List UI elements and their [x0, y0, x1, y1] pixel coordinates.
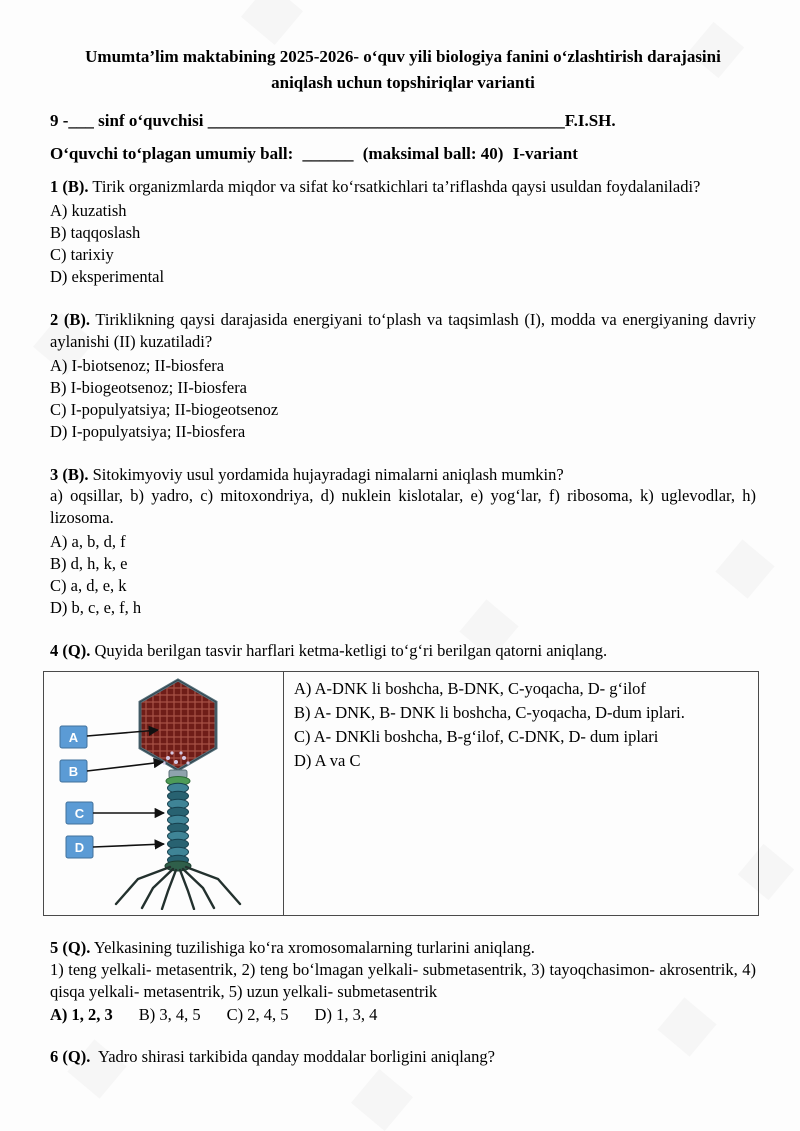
option-line: D) 1, 3, 4 — [314, 1004, 378, 1024]
student-name-line — [50, 110, 756, 132]
question-2-options — [50, 355, 756, 443]
question-3-number: 3 (B). — [50, 464, 89, 484]
question-1-number: 1 (B). — [50, 177, 89, 197]
option-line: D) b, c, e, f, h — [50, 598, 142, 618]
option-line: C) I-populyatsiya; II-biogeotsenoz — [50, 399, 279, 419]
phage-arrow-d — [93, 844, 164, 847]
question-3-items: a) oqsillar, b) yadro, c) mitoxondriya, d) nuklein kislotalar, e) yog‘lar, f) ribosoma, k) uglevodlar, h) lizosoma. — [50, 486, 756, 528]
question-1 — [50, 176, 756, 288]
name-blank-underline: __________________________________________ — [207, 111, 565, 130]
question-3-text: 3 (B). Sitokimyoviy usul yordamida hujayradagi nimalarni aniqlash mumkin? — [50, 464, 564, 484]
score-line — [50, 143, 756, 165]
phage-label-b: B — [68, 764, 79, 779]
question-3 — [50, 464, 756, 620]
question-5-options — [50, 1005, 756, 1025]
question-4-options — [284, 672, 759, 916]
option-line: A) A-DNK li boshcha, B-DNK, C-yoqacha, D- g‘ilof — [294, 679, 646, 698]
question-6 — [50, 1046, 756, 1068]
question-2-text: 2 (B). Tiriklikning qaysi darajasida energiyani to‘plash va taqsimlash (I), modda va energiyaning davriy aylanishi (II) kuzatiladi? — [50, 309, 756, 351]
phage-tail-fibers — [116, 867, 240, 909]
option-line: A) 1, 2, 3 — [50, 1004, 113, 1024]
score-label: O‘quvchi to‘plagan umumiy ball: — [50, 144, 294, 164]
question-4 — [50, 640, 756, 916]
question-2-number: 2 (B). — [50, 309, 91, 329]
question-5-number: 5 (Q). — [50, 938, 91, 957]
fish-label: F.I.SH. — [564, 111, 616, 130]
option-line: B) A- DNK, B- DNK li boshcha, C-yoqacha, D-dum iplari. — [294, 702, 685, 722]
question-4-table — [43, 671, 759, 916]
option-line: B) taqqoslash — [50, 223, 141, 243]
phage-label-d: D — [74, 840, 85, 855]
class-prefix: 9 -___ sinf o‘quvchisi — [50, 111, 204, 130]
question-5 — [50, 937, 756, 1025]
option-line: B) I-biogeotsenoz; II-biosfera — [50, 377, 248, 397]
bacteriophage-figure — [48, 674, 280, 910]
max-score-label: (maksimal ball: 40) — [362, 144, 504, 164]
option-line: C) A- DNKli boshcha, B-g‘ilof, C-DNK, D- dum iplari — [294, 726, 659, 746]
variant-label: I-variant — [512, 144, 578, 164]
phage-label-a: A — [68, 730, 79, 745]
question-5-text: 5 (Q). Yelkasining tuzilishiga ko‘ra xromosomalarning turlarini aniqlang. — [50, 938, 535, 957]
option-line: C) 2, 4, 5 — [226, 1004, 289, 1024]
phage-arrow-b — [87, 762, 163, 771]
option-line: A) a, b, d, f — [50, 532, 126, 552]
watermark — [351, 1069, 413, 1131]
phage-tail — [165, 770, 191, 871]
question-1-text: 1 (B). Tirik organizmlarda miqdor va sifat ko‘rsatkichlari ta’riflashda qaysi usuldan foydalaniladi? — [50, 177, 701, 197]
phage-label-c: C — [74, 806, 85, 821]
option-line: A) I-biotsenoz; II-biosfera — [50, 355, 225, 375]
question-6-text: 6 (Q). Yadro shirasi tarkibida qanday moddalar borligini aniqlang? — [50, 1046, 495, 1066]
question-4-number: 4 (Q). — [50, 641, 91, 661]
option-line: C) tarixiy — [50, 245, 114, 264]
option-line: B) 3, 4, 5 — [138, 1004, 201, 1024]
question-3-options — [50, 531, 756, 619]
option-line: B) d, h, k, e — [50, 554, 128, 574]
option-line: D) A va C — [294, 750, 361, 770]
question-1-options — [50, 200, 756, 288]
page-title: Umumta’lim maktabining 2025-2026- o‘quv yili biologiya fanini o‘zlashtirish darajasini aniqlash uchun topshiriqlar varianti — [85, 47, 721, 92]
score-blank-underline: ______ — [302, 144, 354, 164]
option-line: A) kuzatish — [50, 201, 127, 221]
question-5-items: 1) teng yelkali- metasentrik, 2) teng bo‘lmagan yelkali- submetasentrik, 3) tayoqchasimon- akrosentrik, 4) qisqa yelkali- metasentrik, 5) uzun yelkali- submetasentrik — [50, 959, 756, 1001]
bacteriophage-figure-cell — [44, 672, 284, 916]
option-line: D) eksperimental — [50, 266, 165, 286]
option-line: D) I-populyatsiya; II-biosfera — [50, 421, 246, 441]
question-2 — [50, 309, 756, 443]
question-4-text: 4 (Q). Quyida berilgan tasvir harflari ketma-ketligi to‘g‘ri berilgan qatorni aniqlang. — [50, 641, 608, 661]
question-6-number: 6 (Q). — [50, 1046, 91, 1066]
option-line: C) a, d, e, k — [50, 576, 127, 596]
phage-head — [140, 680, 216, 770]
